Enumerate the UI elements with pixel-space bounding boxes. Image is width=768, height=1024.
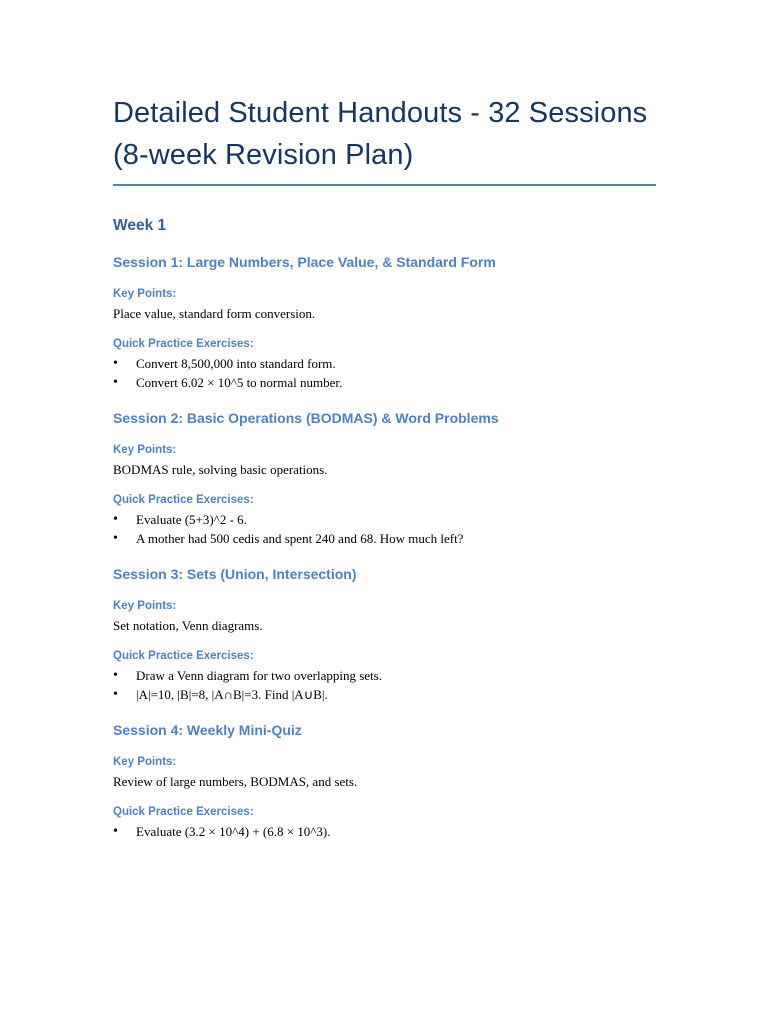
bullet-icon: •: [113, 531, 118, 546]
key-points-label: Key Points:: [113, 756, 177, 768]
list-item: [113, 822, 658, 841]
exercises-label: Quick Practice Exercises:: [113, 494, 254, 506]
bullet-icon: •: [113, 356, 118, 371]
document-page: [113, 92, 658, 841]
list-item: [113, 510, 658, 529]
title-underline-rule: [113, 184, 656, 186]
bullet-icon: •: [113, 687, 118, 702]
session-heading: Session 1: Large Numbers, Place Value, & Standard Form: [113, 254, 496, 270]
key-points-text: Place value, standard form conversion.: [113, 306, 316, 321]
document-title: Detailed Student Handouts - 32 Sessions (8-week Revision Plan): [113, 97, 648, 171]
bullet-icon: •: [113, 512, 118, 527]
session-3: [113, 564, 658, 704]
list-item: [113, 373, 658, 392]
list-item: [113, 666, 658, 685]
session-2: [113, 408, 658, 548]
exercise-text: A mother had 500 cedis and spent 240 and 68. How much left?: [136, 531, 464, 546]
exercise-list: [113, 666, 658, 704]
list-item: [113, 529, 658, 548]
key-points-label: Key Points:: [113, 600, 177, 612]
key-points-text: BODMAS rule, solving basic operations.: [113, 462, 328, 477]
session-heading: Session 4: Weekly Mini-Quiz: [113, 722, 302, 738]
exercises-label: Quick Practice Exercises:: [113, 338, 254, 350]
exercise-list: [113, 354, 658, 392]
week-heading: Week 1: [113, 217, 167, 234]
exercise-text: Evaluate (5+3)^2 - 6.: [136, 512, 247, 527]
exercise-text: Convert 6.02 × 10^5 to normal number.: [136, 375, 343, 390]
list-item: [113, 685, 658, 704]
bullet-icon: •: [113, 375, 118, 390]
exercise-text: |A|=10, |B|=8, |A∩B|=3. Find |A∪B|.: [136, 687, 328, 702]
session-heading: Session 3: Sets (Union, Intersection): [113, 566, 357, 582]
exercises-label: Quick Practice Exercises:: [113, 650, 254, 662]
bullet-icon: •: [113, 824, 118, 839]
session-4: [113, 720, 658, 841]
exercise-list: [113, 822, 658, 841]
key-points-label: Key Points:: [113, 288, 177, 300]
list-item: [113, 354, 658, 373]
session-1: [113, 252, 658, 392]
exercise-text: Evaluate (3.2 × 10^4) + (6.8 × 10^3).: [136, 824, 331, 839]
bullet-icon: •: [113, 668, 118, 683]
exercise-text: Convert 8,500,000 into standard form.: [136, 356, 336, 371]
exercises-label: Quick Practice Exercises:: [113, 806, 254, 818]
exercise-text: Draw a Venn diagram for two overlapping sets.: [136, 668, 382, 683]
exercise-list: [113, 510, 658, 548]
key-points-text: Review of large numbers, BODMAS, and sets.: [113, 774, 358, 789]
session-heading: Session 2: Basic Operations (BODMAS) & Word Problems: [113, 410, 499, 426]
key-points-label: Key Points:: [113, 444, 177, 456]
key-points-text: Set notation, Venn diagrams.: [113, 618, 263, 633]
